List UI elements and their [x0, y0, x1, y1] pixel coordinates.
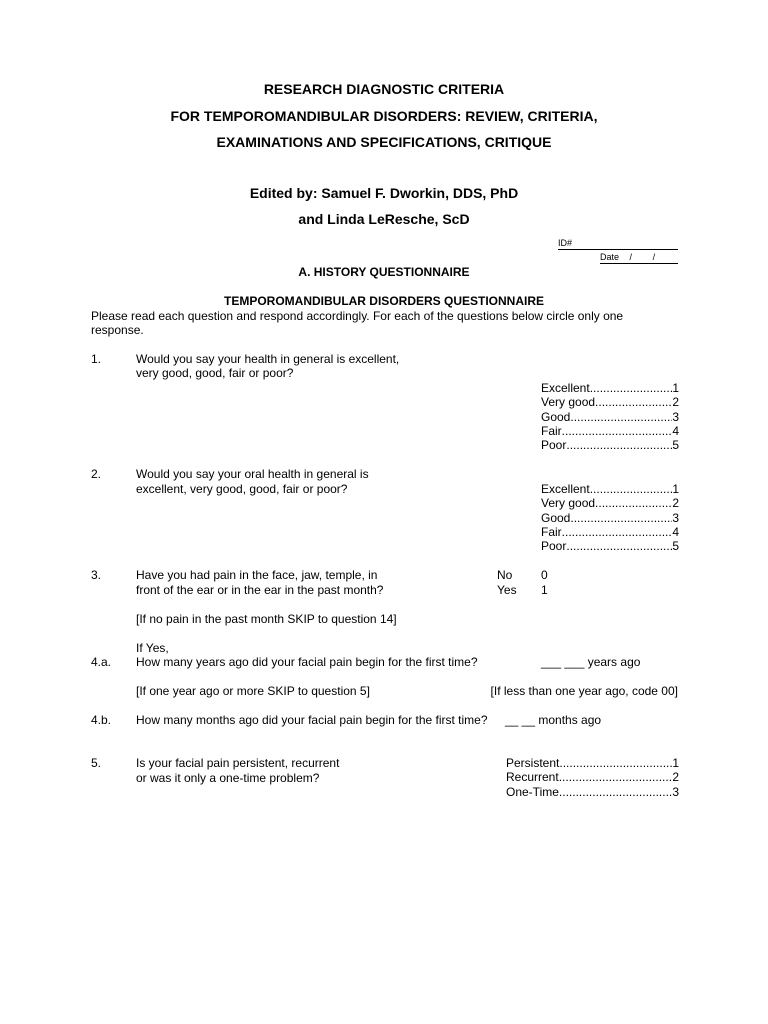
q4b-number: 4.b.: [91, 713, 112, 727]
q1-option-poor[interactable]: Poor ..... 5: [541, 438, 679, 452]
q1-text-line1: Would you say your health in general is excellent,: [136, 352, 400, 366]
q4a-number: 4.a.: [91, 655, 112, 669]
q2-option-fair[interactable]: Fair ..... 4: [541, 525, 679, 539]
instructions-line2: response.: [91, 323, 144, 337]
q2-text-line2: excellent, very good, good, fair or poor?: [136, 482, 348, 496]
q4a-code-note: [If less than one year ago, code 00]: [490, 684, 678, 698]
date-separator-2: /: [652, 252, 656, 262]
editors-line1: Edited by: Samuel F. Dworkin, DDS, PhD: [249, 185, 519, 201]
q3-skip-instruction: [If no pain in the past month SKIP to question 14]: [136, 612, 397, 626]
q1-option-good[interactable]: Good ..... 3: [541, 410, 679, 424]
q5-text-line1: Is your facial pain persistent, recurrent: [136, 756, 340, 770]
q3-option-yes[interactable]: Yes 1: [497, 583, 548, 597]
date-field[interactable]: [600, 251, 678, 264]
q2-option-excellent[interactable]: Excellent ..... 1: [541, 482, 679, 496]
q3-number: 3.: [91, 568, 102, 582]
questionnaire-title: TEMPOROMANDIBULAR DISORDERS QUESTIONNAIRE: [223, 294, 544, 308]
q4a-text: How many years ago did your facial pain begin for the first time?: [136, 655, 478, 669]
q5-option-one-time[interactable]: One-Time ..... 3: [506, 785, 679, 799]
document-title-line1: RESEARCH DIAGNOSTIC CRITERIA: [263, 81, 505, 97]
q4b-months-answer[interactable]: __ __ months ago: [505, 713, 602, 727]
editors-line2: and Linda LeResche, ScD: [298, 211, 470, 227]
q2-option-good[interactable]: Good ..... 3: [541, 511, 679, 525]
q1-number: 1.: [91, 352, 102, 366]
q3-text-line1: Have you had pain in the face, jaw, temple, in: [136, 568, 378, 582]
q2-options: [541, 482, 679, 553]
q1-option-fair[interactable]: Fair ..... 4: [541, 424, 679, 438]
q4a-if-yes: If Yes,: [136, 641, 169, 655]
q2-text-line1: Would you say your oral health in general is: [136, 467, 369, 481]
document-title-line3: EXAMINATIONS AND SPECIFICATIONS, CRITIQUE: [216, 134, 552, 150]
q4a-skip-instruction: [If one year ago or more SKIP to question 5]: [136, 684, 370, 698]
q5-options: [506, 756, 679, 799]
date-label: Date: [600, 252, 620, 262]
date-separator-1: /: [629, 252, 633, 262]
section-title: A. HISTORY QUESTIONNAIRE: [298, 265, 470, 279]
q5-number: 5.: [91, 756, 102, 770]
q2-number: 2.: [91, 467, 102, 481]
q2-option-very-good[interactable]: Very good ..... 2: [541, 496, 679, 510]
q5-text-line2: or was it only a one-time problem?: [136, 771, 320, 785]
id-field[interactable]: [558, 237, 678, 250]
q3-option-no[interactable]: No 0: [497, 568, 548, 582]
q5-option-persistent[interactable]: Persistent ..... 1: [506, 756, 679, 770]
q1-option-very-good[interactable]: Very good ..... 2: [541, 395, 679, 409]
q1-text-line2: very good, good, fair or poor?: [136, 366, 294, 380]
q5-option-recurrent[interactable]: Recurrent ..... 2: [506, 770, 679, 784]
q4a-years-answer[interactable]: ___ ___ years ago: [541, 655, 641, 669]
id-label: ID#: [558, 238, 573, 248]
instructions-line1: Please read each question and respond accordingly. For each of the questions below circle only one: [91, 309, 624, 323]
q1-option-excellent[interactable]: Excellent ..... 1: [541, 381, 679, 395]
q1-options: [541, 381, 679, 452]
q3-text-line2: front of the ear or in the ear in the past month?: [136, 583, 384, 597]
document-title-line2: FOR TEMPOROMANDIBULAR DISORDERS: REVIEW, CRITERIA,: [170, 108, 598, 124]
q2-option-poor[interactable]: Poor ..... 5: [541, 539, 679, 553]
q4b-text: How many months ago did your facial pain begin for the first time?: [136, 713, 488, 727]
